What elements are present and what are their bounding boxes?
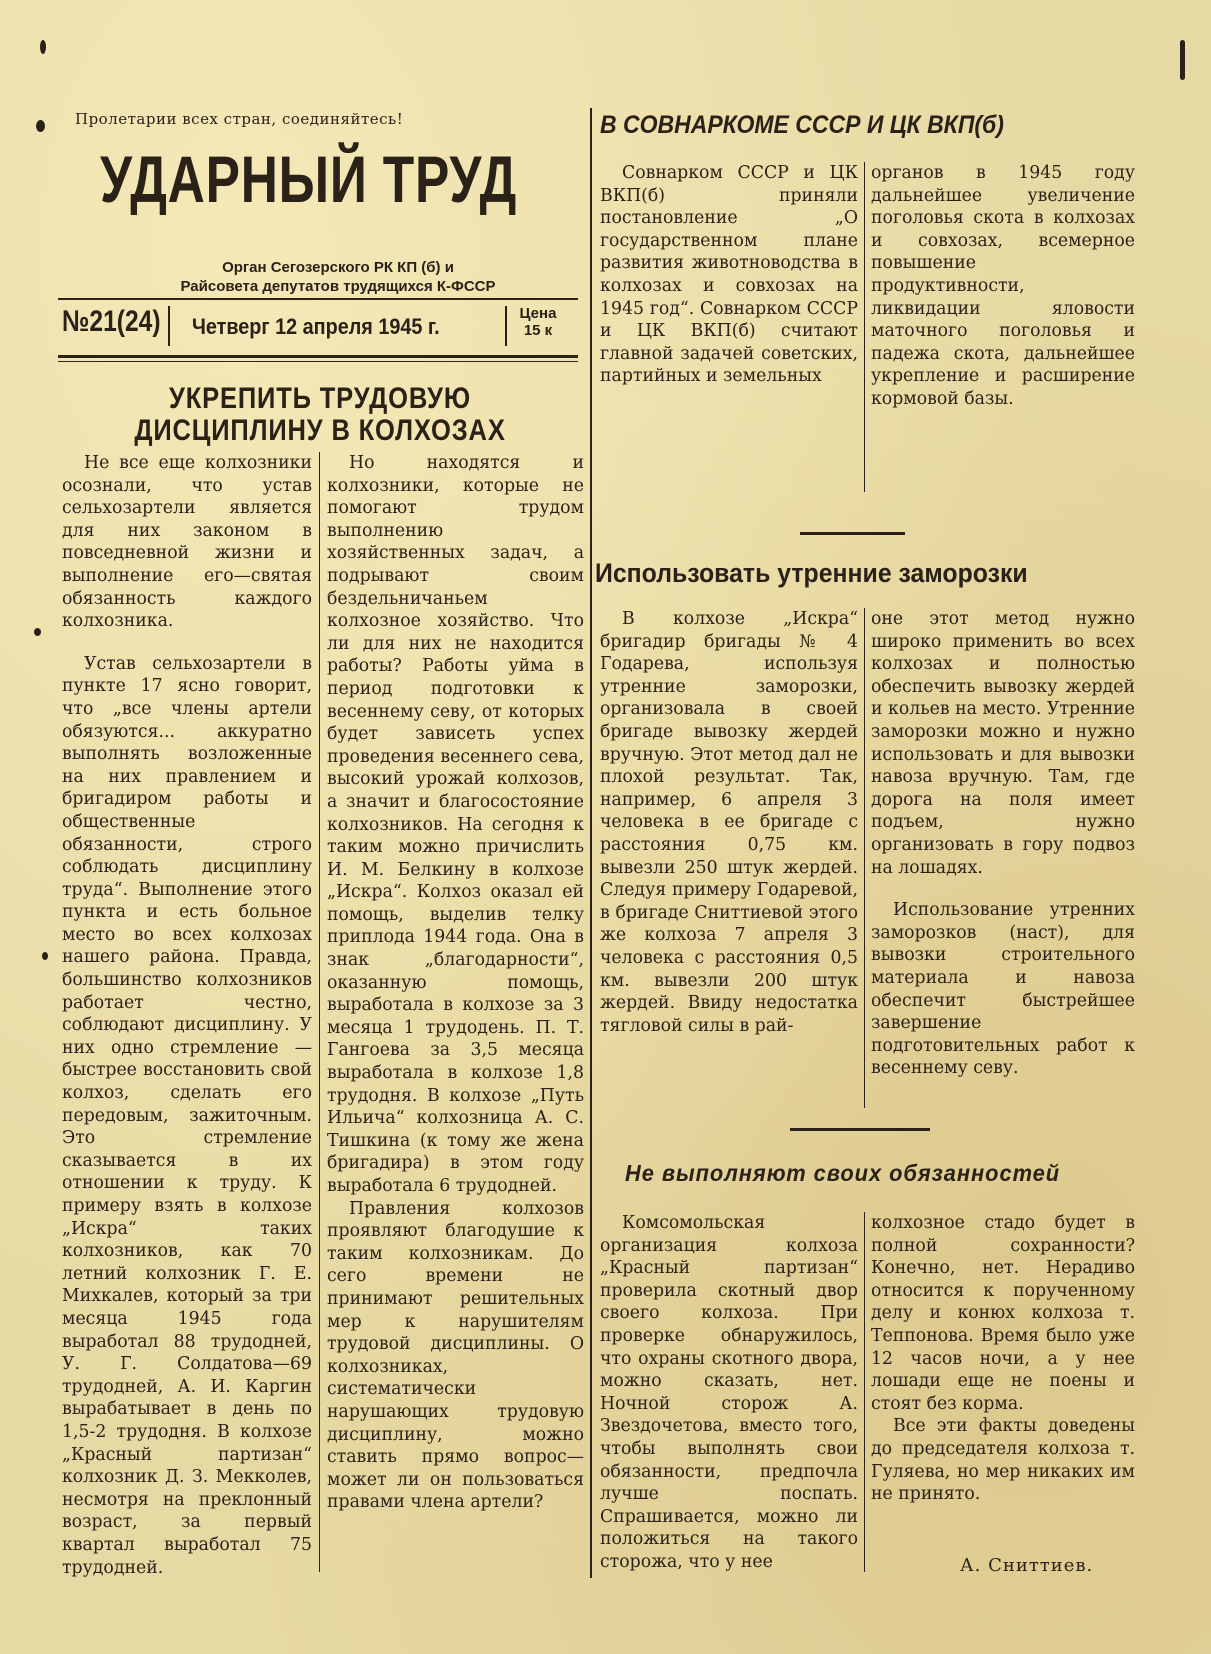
masthead-rule-bottom-1 <box>58 355 578 358</box>
newspaper-title: УДАРНЫЙ ТРУД <box>100 142 518 216</box>
price-label: Цена <box>519 305 557 322</box>
price-value: 15 к <box>523 322 553 339</box>
price-box <box>513 305 563 339</box>
masthead-rule-top <box>58 298 578 300</box>
issue-date: Четверг 12 апреля 1945 г. <box>192 314 440 339</box>
article-headline: Не выполняют своих обязанностей <box>625 1160 1061 1186</box>
paragraph: Все эти факты доведены до председателя колхоза т. Гуляева, но мер никаких им не принято. <box>871 1416 1135 1505</box>
organ-line-2: Райсовета депутатов трудящихся К-ФССР <box>180 278 496 295</box>
paragraph: Но находятся и колхозники, которые не помогают трудом выполнению хозяйственных задач, а подрывают своим бездельничаньем колхозное хозяйство. Что ли для них не находится работы? Работы уйма в период подготовки к весеннему севу, от которых будет зависеть успех проведения весеннего сева, высокий урожай колхозов, а значит и благосостояние колхозников. На сегодня к таким можно причислить И. М. Белкину в колхозе „Искра“. Колхоз оказал ей помощь, выделив телку приплода 1944 года. Она в знак „благодарности“, оказанную помощь, выработала в колхозе за 3 месяца 1 трудодень. П. Т. Гангоева за 3,5 месяца выработала в колхозе 1,8 трудодня. В колхозе „Путь Ильича“ колхозница А. С. Тишкина (к тому же жена бригадира) в этом году выработала 6 трудодней. <box>327 453 584 1196</box>
ink-spot <box>1180 40 1185 80</box>
paragraph: Использование утренних заморозков (наст), для вывозки строительного материала и навоза обеспечит быстрейшее завершение подготовительных работ к весеннему севу. <box>871 900 1135 1079</box>
ink-spot <box>36 120 45 132</box>
page-divider <box>590 108 592 1578</box>
article-headline: В СОВНАРКОМЕ СССР И ЦК ВКП(б) <box>600 111 1004 139</box>
paragraph: Не все еще колхозники осознали, что устав сельхозартели является для них законом в повседневной жизни и выполнение его—святая обязанность каждого колхозника. <box>62 453 312 632</box>
ink-spot <box>40 40 46 54</box>
article1-column-1 <box>62 452 312 1579</box>
column-divider <box>864 1212 865 1572</box>
section-separator <box>790 1128 930 1131</box>
paragraph: колхозное стадо будет в полной сохранности? Конечно, нет. Нерадиво относится к порученному делу и конюх колхоза т. Теппонова. Время было уже 12 часов ночи, а у нее лошади еще не поены и стоят без корма. <box>871 1213 1135 1414</box>
organ-line-1: Орган Сегозерского РК КП (б) и <box>222 259 454 276</box>
masthead-rule-bottom-2 <box>58 361 578 362</box>
paragraph: Правления колхозов проявляют благодушие к таким колхозникам. До сего времени не принимают решительных мер к нарушителям трудовой дисциплины. О колхозниках, систематически нарушающих трудовую дисциплину, можно ставить прямо вопрос—может ли он пользоваться правами члена артели? <box>327 1198 584 1513</box>
article-headline: Использовать утренние заморозки <box>595 558 1028 588</box>
paragraph: Комсомольская организация колхоза „Красный партизан“ проверила скотный двор своего колхоза. При проверке обнаружилось, что охраны скотного двора, можно сказать, нет. Ночной сторож А. Звездочетова, вместо того, чтобы выполнять свои обязанности, предпочла лучше поспать. Спрашивается, можно ли положиться на такого сторожа, что у нее <box>600 1213 858 1572</box>
issue-divider <box>168 306 170 346</box>
masthead-motto: Пролетарии всех стран, соединяйтесь! <box>75 110 404 128</box>
article3-column-2 <box>871 608 1135 1080</box>
price-divider <box>505 306 507 346</box>
masthead-organ <box>103 258 573 296</box>
column-divider <box>864 162 865 492</box>
article4-column-2 <box>871 1212 1135 1506</box>
paragraph: органов в 1945 году дальнейшее увеличение поголовья скота в колхозах и совхозах, всемерное повышение продуктивности, ликвидации яловости маточного поголовья и падежа скота, дальнейшее укрепление и расширение кормовой базы. <box>871 163 1135 409</box>
column-divider <box>319 452 320 1572</box>
issue-number: №21(24) <box>62 305 161 338</box>
paragraph: В колхозе „Искра“ бригадир бригады № 4 Годарева, используя утренние заморозки, организовала в своей бригаде вывозку жердей вручную. Этот метод дал не плохой результат. Так, например, 6 апреля 3 человека в ее бригаде с расстояния 0,75 км. вывезли 250 штук жердей. Следуя примеру Годаревой, в бригаде Сниттиевой этого же колхоза 7 апреля 3 человека с расстояния 0,5 км. вывезли 200 штук жердей. Ввиду недостатка тягловой силы в рай- <box>600 609 858 1036</box>
article4-column-1 <box>600 1212 858 1574</box>
paragraph: Совнарком СССР и ЦК ВКП(б) приняли постановление „О государственном плане развития животноводства в колхозах и совхозах на 1945 год“. Совнарком СССР и ЦК ВКП(б) считают главной задачей советских, партийных и земельных <box>600 163 858 387</box>
article-signature: А. Сниттиев. <box>960 1555 1094 1576</box>
paragraph: Устав сельхозартели в пункте 17 ясно говорит, что „все члены артели обязуются... аккуратно выполнять возложенные на них правлением и бригадиром работы и общественные обязанности, строго соблюдать дисциплину труда“. Выполнение этого пункта и есть больное место во всех колхозах нашего района. Правда, большинство колхозников работает честно, соблюдают дисциплину. У них одно стремление —быстрее восстановить свой колхоз, сделать его передовым, зажиточным. Это стремление сказывается в их отношении к труду. К примеру взять в колхозе „Искра“ таких колхозников, как 70 летний колхозник Г. Е. Михкалев, который за три месяца 1945 года выработал 88 трудодней, У. Г. Солдатова—69 трудодней, А. И. Каргин вырабатывает в день по 1,5-2 трудодня. В колхозе „Красный партизан“ колхозник Д. З. Мекколев, несмотря на преклонный возраст, за первый квартал выработал 75 трудодней. <box>62 653 312 1578</box>
article1-column-2 <box>327 452 584 1514</box>
section-separator <box>800 532 905 535</box>
ink-spot <box>34 628 41 636</box>
article2-column-1 <box>600 162 858 388</box>
ink-spot <box>42 952 48 960</box>
article3-column-1 <box>600 608 858 1037</box>
article2-column-2 <box>871 162 1135 411</box>
article-headline: УКРЕПИТЬ ТРУДОВУЮ ДИСЦИПЛИНУ В КОЛХОЗАХ <box>134 382 506 447</box>
paragraph: оне этот метод нужно широко применить во всех колхозах и полностью обеспечить вывозку жердей и кольев на место. Утренние заморозки можно и нужно использовать и для вывозки навоза вручную. Там, где дорога на поля имеет подъем, нужно организовать в гору подвоз на лошадях. <box>871 609 1135 878</box>
column-divider <box>864 608 865 1108</box>
